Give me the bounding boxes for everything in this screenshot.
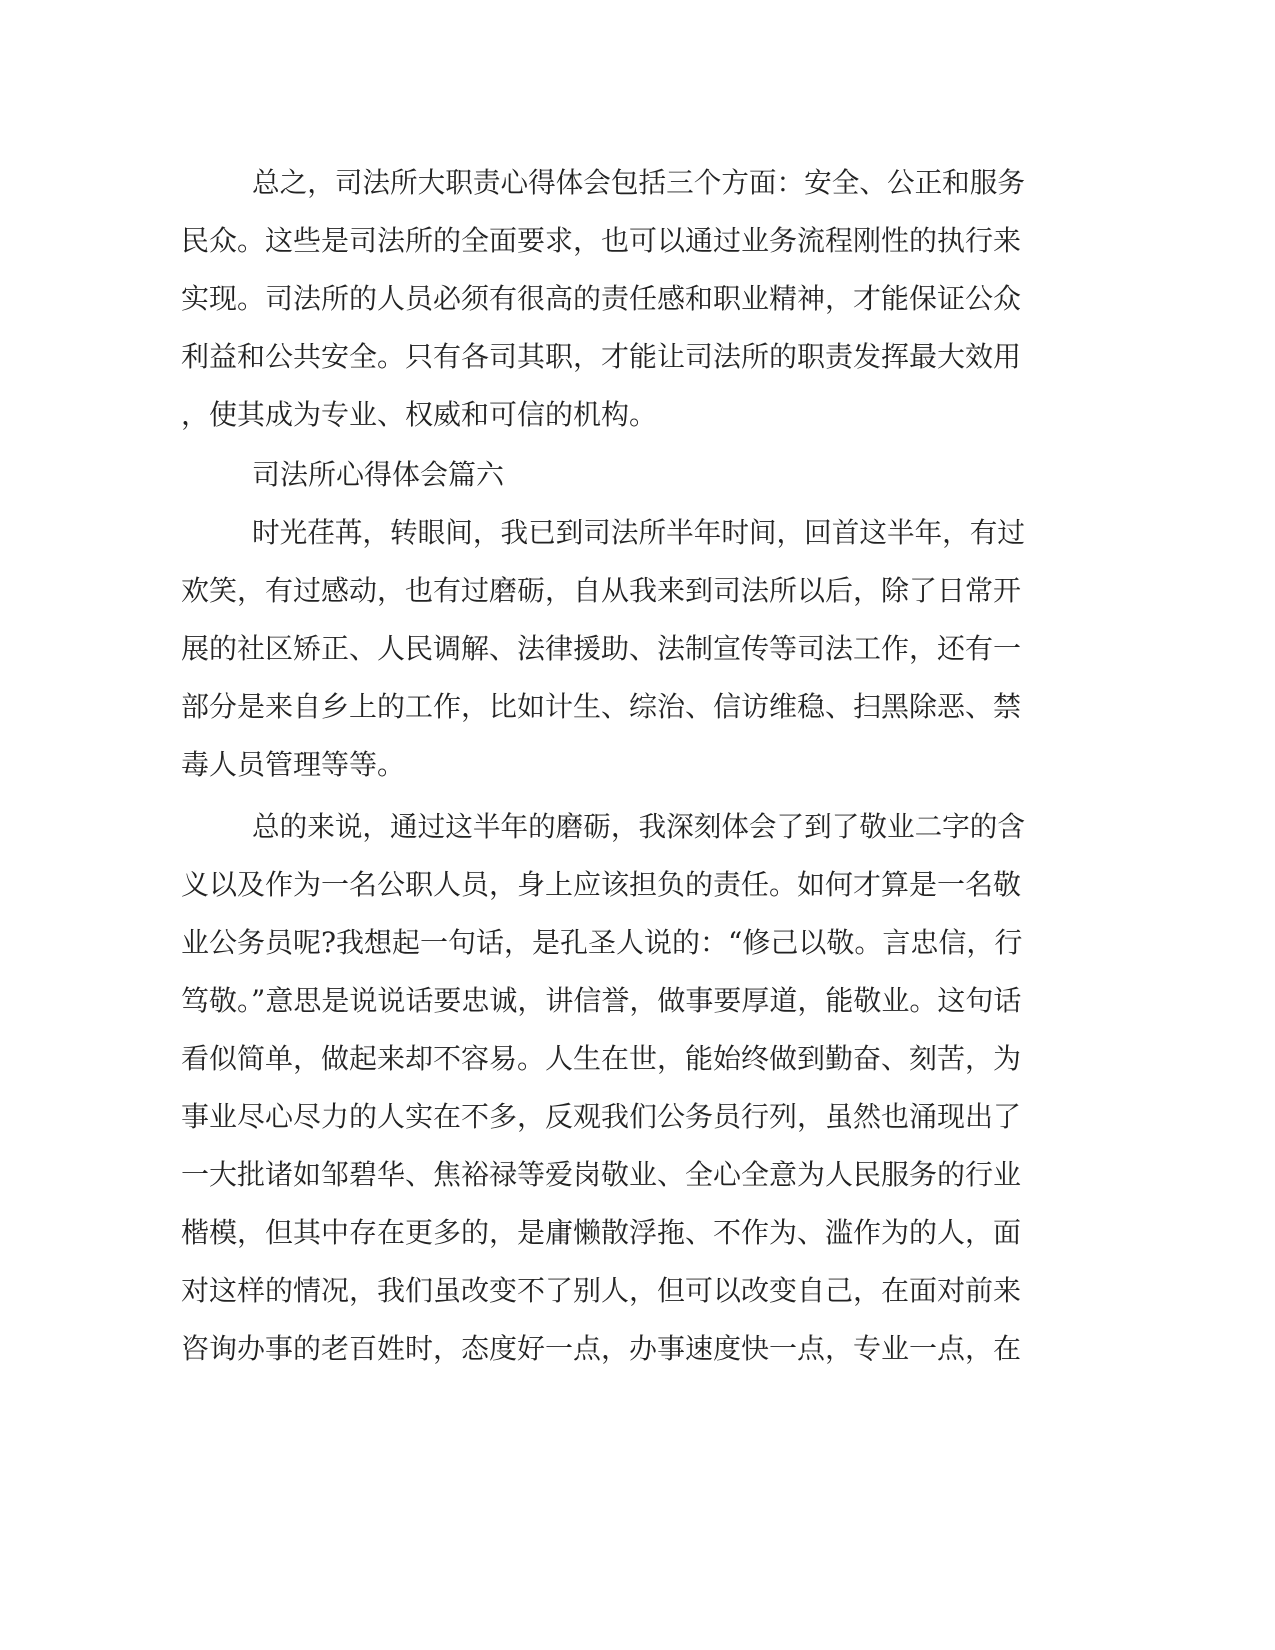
text-line xyxy=(0,745,1275,785)
text-line xyxy=(0,279,1275,319)
text-line xyxy=(0,865,1275,905)
line-text: 展的社区矫正、人民调解、法律援助、法制宣传等司法工作，还有一 xyxy=(181,632,1022,665)
line-text: 对这样的情况，我们虽改变不了别人，但可以改变自己，在面对前来 xyxy=(181,1274,1022,1307)
text-line xyxy=(0,923,1275,963)
line-text: 总的来说，通过这半年的磨砺，我深刻体会了到了敬业二字的含 xyxy=(252,810,1026,843)
text-line xyxy=(0,1213,1275,1253)
line-text: ，使其成为专业、权威和可信的机构。 xyxy=(181,398,658,431)
text-line xyxy=(0,629,1275,669)
line-text: 民众。这些是司法所的全面要求，也可以通过业务流程刚性的执行来 xyxy=(181,224,1022,257)
line-text: 毒人员管理等等。 xyxy=(181,748,406,781)
text-line xyxy=(0,513,1275,553)
text-line xyxy=(0,337,1275,377)
line-text: 楷模，但其中存在更多的，是庸懒散浮拖、不作为、滥作为的人，面 xyxy=(181,1216,1022,1249)
text-line xyxy=(0,981,1275,1021)
line-text: 部分是来自乡上的工作，比如计生、综治、信访维稳、扫黑除恶、禁 xyxy=(181,690,1022,723)
line-text: 事业尽心尽力的人实在不多，反观我们公务员行列，虽然也涌现出了 xyxy=(181,1100,1022,1133)
text-line xyxy=(0,163,1275,203)
line-text: 笃敬。”意思是说说话要忠诚，讲信誉，做事要厚道，能敬业。这句话 xyxy=(181,984,1022,1017)
text-line xyxy=(0,221,1275,261)
heading-text: 司法所心得体会篇六 xyxy=(252,458,505,491)
text-line xyxy=(0,1039,1275,1079)
line-text: 咨询办事的老百姓时，态度好一点，办事速度快一点，专业一点，在 xyxy=(181,1332,1022,1365)
text-line xyxy=(0,687,1275,727)
text-line xyxy=(0,807,1275,847)
line-text: 利益和公共安全。只有各司其职，才能让司法所的职责发挥最大效用 xyxy=(181,340,1022,373)
line-text: 欢笑，有过感动，也有过磨砺，自从我来到司法所以后，除了日常开 xyxy=(181,574,1022,607)
text-line xyxy=(0,1329,1275,1369)
text-line xyxy=(0,571,1275,611)
line-text: 时光荏苒，转眼间，我已到司法所半年时间，回首这半年，有过 xyxy=(252,516,1026,549)
text-line xyxy=(0,1097,1275,1137)
line-text: 一大批诸如邹碧华、焦裕禄等爱岗敬业、全心全意为人民服务的行业 xyxy=(181,1158,1022,1191)
line-text: 看似简单，做起来却不容易。人生在世，能始终做到勤奋、刻苦，为 xyxy=(181,1042,1022,1075)
line-text: 义以及作为一名公职人员，身上应该担负的责任。如何才算是一名敬 xyxy=(181,868,1022,901)
text-line xyxy=(0,395,1275,435)
text-line xyxy=(0,1271,1275,1311)
section-heading xyxy=(0,455,1275,495)
text-line xyxy=(0,1155,1275,1195)
line-text: 业公务员呢?我想起一句话，是孔圣人说的：“修己以敬。言忠信，行 xyxy=(181,926,1023,959)
line-text: 实现。司法所的人员必须有很高的责任感和职业精神，才能保证公众 xyxy=(181,282,1022,315)
line-text: 总之，司法所大职责心得体会包括三个方面：安全、公正和服务 xyxy=(252,166,1026,199)
